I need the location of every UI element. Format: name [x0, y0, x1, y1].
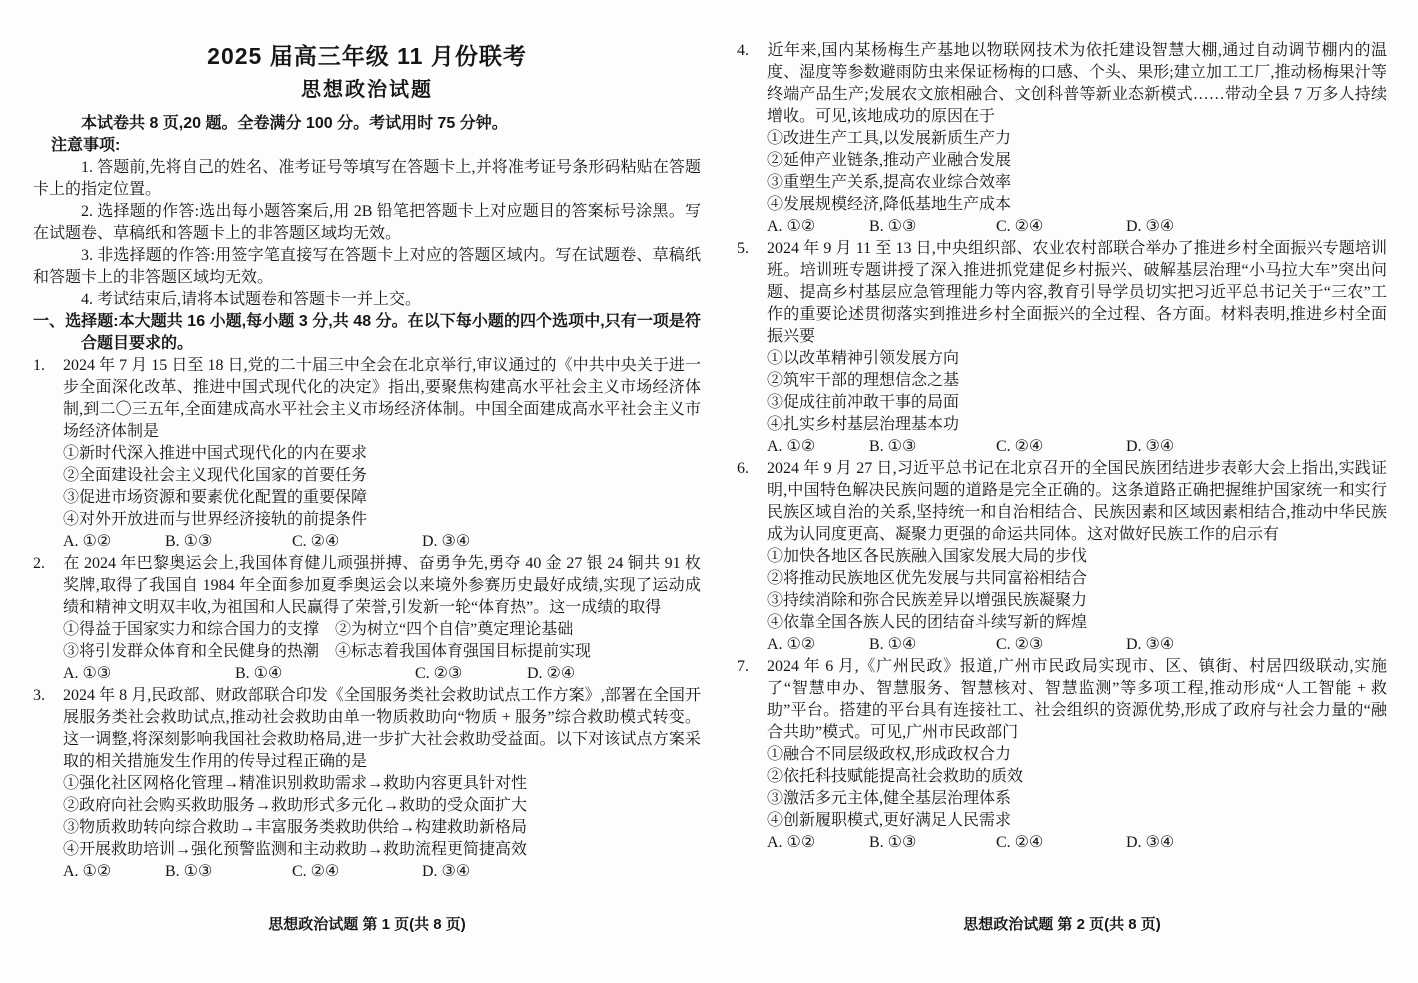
question-items: [737, 744, 1387, 832]
answer-option-c: C. ②③: [415, 665, 463, 682]
answer-option-a: A. ①②: [63, 533, 112, 550]
answer-option-a: A. ①②: [767, 834, 816, 851]
question-item: ④标志着我国体育强国目标提前实现: [335, 643, 592, 660]
question-item: ④创新履职模式,更好满足人民需求: [767, 812, 1012, 829]
page-footer: 思想政治试题 第 1 页(共 8 页): [268, 916, 466, 933]
question-item: ②延伸产业链条,推动产业融合发展: [767, 152, 1012, 169]
answer-option-d: D. ③④: [1126, 438, 1175, 455]
question-stem: [33, 553, 701, 619]
answer-option-c: C. ②④: [996, 834, 1044, 851]
question-item: ①以改革精神引领发展方向: [767, 350, 960, 367]
answer-options: [737, 436, 1387, 458]
exam-info: 本试卷共 8 页,20 题。全卷满分 100 分。考试用时 75 分钟。: [81, 115, 508, 132]
question-number: 7.: [737, 658, 749, 675]
answer-option-d: D. ③④: [1126, 218, 1175, 235]
question-item: ①加快各地区各民族融入国家发展大局的步伐: [767, 548, 1088, 565]
question-number: 3.: [33, 687, 45, 704]
exam-title: 2025 届高三年级 11 月份联考: [207, 43, 527, 69]
question-items: [737, 546, 1387, 634]
question-items: [33, 443, 701, 531]
question-item: ③重塑生产关系,提高农业综合效率: [767, 174, 1012, 191]
question-item: ①得益于国家实力和综合国力的支撑: [63, 621, 320, 638]
answer-option-d: D. ③④: [422, 863, 471, 880]
answer-option-c: C. ②③: [996, 636, 1044, 653]
answer-options: [33, 531, 701, 553]
notice-item: 4. 考试结束后,请将本试题卷和答题卡一并上交。: [81, 291, 422, 308]
question-item: ②政府向社会购买救助服务→救助形式多元化→救助的受众面扩大: [63, 797, 528, 814]
question-item: ②筑牢干部的理想信念之基: [767, 372, 960, 389]
answer-options: [737, 216, 1387, 238]
answer-option-c: C. ②④: [996, 438, 1044, 455]
answer-option-a: A. ①②: [63, 863, 112, 880]
question-item: ③将引发群众体育和全民健身的热潮: [63, 643, 320, 660]
question-stem-text: 2024 年 8 月,民政部、财政部联合印发《全国服务类社会救助试点工作方案》,部署在全国开展服务类社会救助试点,推动社会救助由单一物质救助向“物质 + 服务”综合救助模式转变。这一调整,将深刻影响我国社会救助格局,进一步扩大社会救助受益面。以下对该试点方案采取的相关措施发生作用的传导过程正确的是: [63, 687, 701, 770]
answer-option-c: C. ②④: [292, 533, 340, 550]
question-item: ③促进市场资源和要素优化配置的重要保障: [63, 489, 368, 506]
notice-header: 注意事项:: [51, 137, 121, 154]
question-stem-text: 2024 年 6 月,《广州民政》报道,广州市民政局实现市、区、镇街、村居四级联动,实施了“智慧申办、智慧服务、智慧核对、智慧监测”等多项工程,推动形成“人工智能 + 救助”平台。搭建的平台具有连接社工、社会组织的资源优势,形成了政府与社会力量的“融合共助”模式。可见,广州市民政部门: [767, 658, 1387, 741]
answer-option-a: A. ①②: [767, 636, 816, 653]
exam-subtitle: 思想政治试题: [301, 79, 433, 101]
question-items: [33, 619, 701, 663]
answer-option-d: D. ③④: [1126, 636, 1175, 653]
answer-option-b: B. ①③: [869, 834, 917, 851]
question-7: [737, 656, 1387, 854]
question-number: 1.: [33, 357, 45, 374]
question-stem-text: 2024 年 7 月 15 日至 18 日,党的二十届三中全会在北京举行,审议通过的《中共中央关于进一步全面深化改革、推进中国式现代化的决定》指出,要聚焦构建高水平社会主义市场经济体制,到二〇三五年,全面建成高水平社会主义市场经济体制。中国全面建成高水平社会主义市场经济体制是: [63, 357, 701, 440]
answer-option-a: A. ①②: [767, 438, 816, 455]
question-item: ③持续消除和弥合民族差异以增强民族凝聚力: [767, 592, 1088, 609]
answer-option-a: A. ①②: [767, 218, 816, 235]
question-number: 2.: [33, 555, 45, 572]
question-stem: [737, 656, 1387, 744]
question-items: [737, 348, 1387, 436]
question-stem-text: 2024 年 9 月 11 至 13 日,中央组织部、农业农村部联合举办了推进乡村全面振兴专题培训班。培训班专题讲授了深入推进抓党建促乡村振兴、破解基层治理“小马拉大车”突出问题、提高乡村基层应急管理能力等内容,教育引导学员切实把习近平总书记关于“三农”工作的重要论述贯彻落实到推进乡村全面振兴的全过程、各方面。材料表明,推进乡村全面振兴要: [767, 240, 1387, 345]
question-item: ①改进生产工具,以发展新质生产力: [767, 130, 1012, 147]
question-item: ②全面建设社会主义现代化国家的首要任务: [63, 467, 368, 484]
answer-options: [33, 663, 701, 685]
answer-option-b: B. ①③: [869, 218, 917, 235]
page-footer: 思想政治试题 第 2 页(共 8 页): [963, 916, 1161, 933]
question-3: [33, 685, 701, 883]
question-number: 4.: [737, 42, 749, 59]
question-item: ④发展规模经济,降低基地生产成本: [767, 196, 1012, 213]
answer-option-a: A. ①③: [63, 665, 112, 682]
question-number: 5.: [737, 240, 749, 257]
question-item: ③物质救助转向综合救助→丰富服务类救助供给→构建救助新格局: [63, 819, 528, 836]
answer-option-d: D. ③④: [422, 533, 471, 550]
question-item: ④对外开放进而与世界经济接轨的前提条件: [63, 511, 368, 528]
answer-option-c: C. ②④: [292, 863, 340, 880]
question-number: 6.: [737, 460, 749, 477]
question-stem: [33, 685, 701, 773]
question-6: [737, 458, 1387, 656]
question-2: [33, 553, 701, 685]
answer-option-b: B. ①④: [235, 665, 283, 682]
question-stem-text: 在 2024 年巴黎奥运会上,我国体育健儿顽强拼搏、奋勇争先,勇夺 40 金 27 银 24 铜共 91 枚奖牌,取得了我国自 1984 年全面参加夏季奥运会以来境外参赛历史最好成绩,实现了运动成绩和精神文明双丰收,为祖国和人民赢得了荣誉,引发新一轮“体育热”。这一成绩的取得: [63, 555, 701, 616]
question-stem-text: 近年来,国内某杨梅生产基地以物联网技术为依托建设智慧大棚,通过自动调节棚内的温度、湿度等参数避雨防虫来保证杨梅的口感、个头、果形;建立加工工厂,推动杨梅果汁等终端产品生产;发展农文旅相融合、文创科普等新业态新模式……带动全县 7 万多人持续增收。可见,该地成功的原因在于: [767, 42, 1387, 125]
question-items: [33, 773, 701, 861]
question-item: ①强化社区网格化管理→精准识别救助需求→救助内容更具针对性: [63, 775, 528, 792]
page-1: [33, 40, 701, 936]
notice-item: 2. 选择题的作答:选出每小题答案后,用 2B 铅笔把答题卡上对应题目的答案标号涂黑。写在试题卷、草稿纸和答题卡上的非答题区域均无效。: [33, 203, 701, 242]
question-stem: [737, 458, 1387, 546]
question-stem-text: 2024 年 9 月 27 日,习近平总书记在北京召开的全国民族团结进步表彰大会上指出,实践证明,中国特色解决民族问题的道路是完全正确的。这条道路正确把握维护国家统一和实行民族区域自治的关系,坚持统一和自治相结合、民族因素和区域因素相结合,推动中华民族成为认同度更高、凝聚力更强的命运共同体。这对做好民族工作的启示有: [767, 460, 1387, 543]
question-4: [737, 40, 1387, 238]
answer-option-c: C. ②④: [996, 218, 1044, 235]
question-5: [737, 238, 1387, 458]
question-items: [737, 128, 1387, 216]
answer-option-d: D. ②④: [527, 665, 576, 682]
answer-option-b: B. ①④: [869, 636, 917, 653]
answer-option-b: B. ①③: [165, 863, 213, 880]
question-item: ③促成往前冲敢干事的局面: [767, 394, 960, 411]
answer-options: [33, 861, 701, 883]
question-item: ④扎实乡村基层治理基本功: [767, 416, 960, 433]
question-item: ②为树立“四个自信”奠定理论基础: [335, 621, 574, 638]
question-stem: [737, 40, 1387, 128]
question-stem: [33, 355, 701, 443]
answer-options: [737, 634, 1387, 656]
question-1: [33, 355, 701, 553]
notice-item: 3. 非选择题的作答:用签字笔直接写在答题卡上对应的答题区域内。写在试题卷、草稿纸和答题卡上的非答题区域均无效。: [33, 247, 701, 286]
notice-item: 1. 答题前,先将自己的姓名、准考证号等填写在答题卡上,并将准考证号条形码粘贴在答题卡上的指定位置。: [33, 159, 701, 198]
answer-option-d: D. ③④: [1126, 834, 1175, 851]
question-item: ①新时代深入推进中国式现代化的内在要求: [63, 445, 368, 462]
question-item: ②依托科技赋能提高社会救助的质效: [767, 768, 1024, 785]
answer-options: [737, 832, 1387, 854]
question-stem: [737, 238, 1387, 348]
answer-option-b: B. ①③: [869, 438, 917, 455]
page-2: [737, 40, 1387, 936]
question-item: ④开展救助培训→强化预警监测和主动救助→救助流程更简捷高效: [63, 841, 528, 858]
section-header: 一、选择题:本大题共 16 小题,每小题 3 分,共 48 分。在以下每小题的四个选项中,只有一项是符合题目要求的。: [33, 313, 701, 352]
question-item: ④依靠全国各族人民的团结奋斗续写新的辉煌: [767, 614, 1088, 631]
question-item: ②将推动民族地区优先发展与共同富裕相结合: [767, 570, 1088, 587]
question-item: ①融合不同层级政权,形成政权合力: [767, 746, 1012, 763]
answer-option-b: B. ①③: [165, 533, 213, 550]
question-item: ③激活多元主体,健全基层治理体系: [767, 790, 1012, 807]
